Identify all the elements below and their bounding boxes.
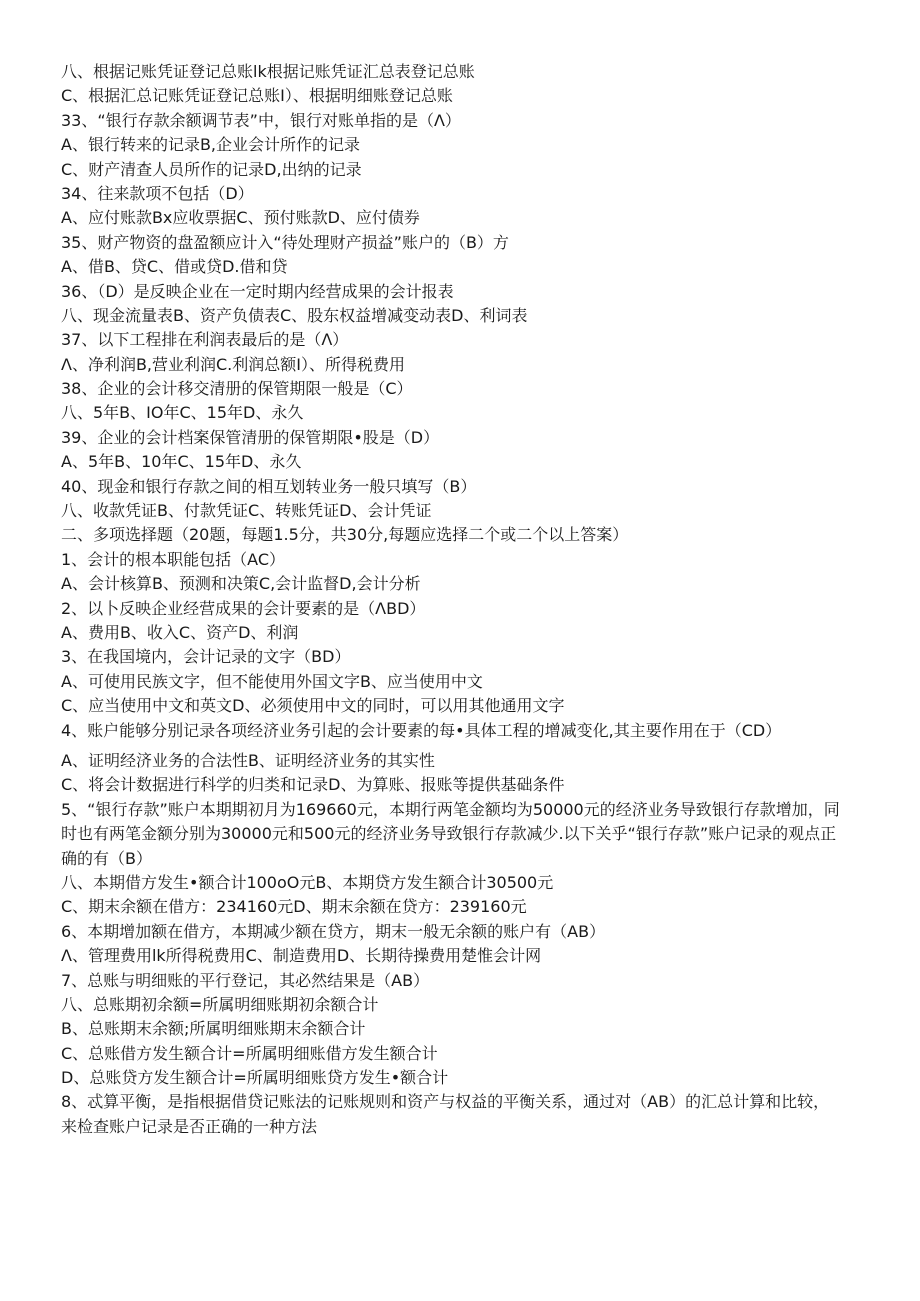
text-line: 八、本期借方发生•额合计100oO元B、本期贷方发生额合计30500元 [61, 872, 554, 892]
text-line: C、总账借方发生额合计=所属明细账借方发生额合计 [61, 1043, 438, 1063]
text-line: 八、收款凭证B、付款凭证C、转账凭证D、会计凭证 [61, 501, 432, 521]
text-line: A、可使用民族文字，但不能使用外国文字B、应当使用中文 [61, 671, 483, 691]
question-m8: 8、忒算平衡，是指根据借贷记账法的记账规则和资产与权益的平衡关系，通过对（AB）的汇总计算和比较，来检查账户记录是否正确的一种方法 [61, 1092, 830, 1136]
text-line: D、总账贷方发生额合计=所属明细账贷方发生•额合计 [61, 1068, 449, 1088]
text-line: C、财产清查人员所作的记录D,出纳的记录 [61, 159, 362, 179]
text-line: A、应付账款Bx应收票据C、预付账款D、应付债券 [61, 208, 420, 228]
question-35: 35、财产物资的盘盈额应计入“待处理财产损益”账户的（B）方 [61, 232, 509, 252]
question-37: 37、以下工程排在利润表最后的是（Λ） [61, 330, 349, 350]
text-line: A、费用B、收入C、资产D、利润 [61, 622, 299, 642]
question-34: 34、往来款项不包括（D） [61, 183, 254, 203]
question-39: 39、企业的会计档案保管清册的保管期限•股是（D） [61, 427, 440, 447]
text-line: B、总账期末余额;所属明细账期末余额合计 [61, 1019, 366, 1039]
section-heading: 二、多项选择题（20题，每题1.5分，共30分,每题应选择二个或二个以上答案） [61, 525, 629, 545]
question-40: 40、现金和银行存款之间的相互划转业务一般只填写（B） [61, 476, 477, 496]
text-line: 八、5年B、IO年C、15年D、永久 [61, 403, 304, 423]
question-m5: 5、“银行存款”账户本期期初月为169660元，本期行两笔金额均为50000元的经济业务导致银行存款增加，同时也有两笔金额分别为30000元和500元的经济业务导致银行存款减少.以下关乎“银行存款”账户记录的观点正确的有（B） [61, 799, 840, 868]
text-line: A、5年B、10年C、15年D、永久 [61, 452, 302, 472]
text-line: A、借B、贷C、借或贷D.借和贷 [61, 257, 288, 277]
document-page [61, 60, 841, 1139]
question-m7: 7、总账与明细账的平行登记，其必然结果是（AB） [61, 970, 430, 990]
question-m4: 4、账户能够分别记录各项经济业务引起的会计要素的每•具体工程的增减变化,其主要作用在于（CD） [61, 720, 782, 740]
text-line: Λ、净利润B,营业利润C.利润总额I）、所得税费用 [61, 354, 405, 374]
text-line: C、期末余额在借方：234160元D、期末余额在贷方：239160元 [61, 897, 527, 917]
question-m1: 1、会计的根本职能包括（AC） [61, 549, 286, 569]
text-line: A、会计核算B、预测和决策C,会计监督D,会计分析 [61, 574, 421, 594]
text-line: C、应当使用中文和英文D、必须使用中文的同时，可以用其他通用文字 [61, 696, 565, 716]
text-line: A、银行转来的记录B,企业会计所作的记录 [61, 135, 361, 155]
question-m6: 6、本期增加额在借方，本期减少额在贷方，期末一般无余额的账户有（AB） [61, 921, 606, 941]
text-line: C、将会计数据进行科学的归类和记录D、为算账、报账等提供基础条件 [61, 775, 565, 795]
question-33: 33、“银行存款余额调节表”中，银行对账单指的是（Λ） [61, 110, 461, 130]
question-38: 38、企业的会计移交清册的保管期限一般是（C） [61, 379, 413, 399]
question-m2: 2、以卜反映企业经营成果的会计要素的是（ΛBD） [61, 598, 426, 618]
text-line: Λ、管理费用lk所得税费用C、制造费用D、长期待操费用楚惟会计网 [61, 946, 542, 966]
text-line: C、根据汇总记账凭证登记总账I）、根据明细账登记总账 [61, 86, 453, 106]
question-m3: 3、在我国境内，会计记录的文字（BD） [61, 647, 351, 667]
text-line: A、证明经济业务的合法性B、证明经济业务的其实性 [61, 750, 435, 770]
question-36: 36、（D）是反映企业在一定时期内经营成果的会计报表 [61, 281, 454, 301]
text-line: 八、现金流量表B、资产负债表C、股东权益增减变动表D、利词表 [61, 305, 528, 325]
text-line: 八、总账期初余额=所属明细账期初余额合计 [61, 994, 379, 1014]
text-line: 八、根据记账凭证登记总账lk根据记账凭证汇总表登记总账 [61, 62, 475, 81]
